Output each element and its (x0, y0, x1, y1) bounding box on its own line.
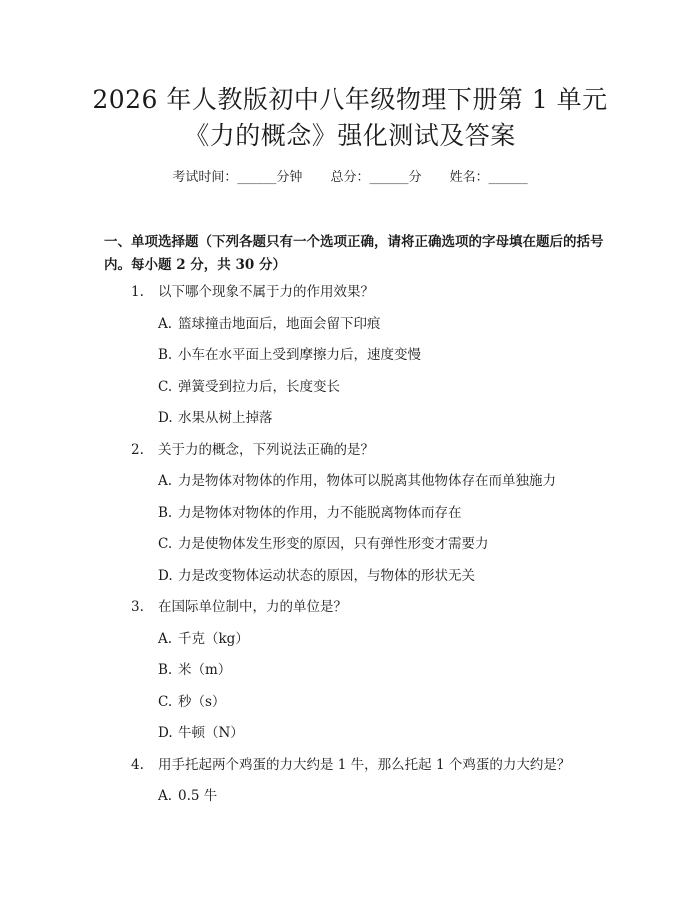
question (131, 440, 374, 460)
exam-info (0, 168, 700, 188)
option-text: 米（m） (178, 662, 232, 678)
option-text: 牛顿（N） (178, 725, 244, 741)
option-text: 千克（kg） (178, 631, 249, 647)
option (158, 692, 225, 712)
option-text: 水果从树上掉落 (178, 410, 273, 426)
option-letter: C. (158, 694, 173, 710)
exam-total-score: 总分：______分 (330, 170, 422, 185)
option (158, 377, 340, 397)
option-letter: B. (158, 505, 173, 521)
option-letter: D. (158, 568, 173, 584)
question-number: 1. (131, 284, 144, 300)
option-text: 0.5 牛 (178, 788, 218, 804)
option-letter: A. (158, 631, 173, 647)
question-number: 2. (131, 442, 144, 458)
option-letter: C. (158, 379, 173, 395)
option-letter: D. (158, 410, 173, 426)
option-letter: A. (158, 316, 173, 332)
option-letter: A. (158, 473, 173, 489)
option (158, 660, 231, 680)
question-text: 以下哪个现象不属于力的作用效果？ (158, 284, 374, 300)
option (158, 723, 244, 743)
option-text: 力是改变物体运动状态的原因，与物体的形状无关 (178, 568, 475, 584)
option (158, 471, 556, 491)
option-letter: C. (158, 536, 173, 552)
option (158, 345, 421, 365)
option (158, 629, 249, 649)
exam-time: 考试时间：______分钟 (172, 170, 303, 185)
option-text: 弹簧受到拉力后，长度变长 (178, 379, 340, 395)
question-number: 4. (131, 757, 144, 773)
option-text: 秒（s） (178, 694, 226, 710)
question (131, 282, 374, 302)
option-letter: D. (158, 725, 173, 741)
option (158, 408, 273, 428)
option (158, 786, 217, 806)
option-letter: A. (158, 788, 173, 804)
question (131, 755, 570, 775)
question-text: 关于力的概念，下列说法正确的是？ (158, 442, 374, 458)
option (158, 314, 381, 334)
question (131, 597, 347, 617)
question-text: 在国际单位制中，力的单位是？ (158, 599, 347, 615)
option-text: 力是物体对物体的作用，力不能脱离物体而存在 (178, 505, 462, 521)
question-number: 3. (131, 599, 144, 615)
document-title-line-1: 2026 年人教版初中八年级物理下册第 1 单元 (92, 85, 608, 114)
student-name: 姓名：______ (449, 170, 528, 185)
option-text: 力是物体对物体的作用，物体可以脱离其他物体存在而单独施力 (178, 473, 556, 489)
question-text: 用手托起两个鸡蛋的力大约是 1 牛，那么托起 1 个鸡蛋的力大约是？ (158, 757, 571, 773)
option (158, 503, 462, 523)
section-heading: 一、单项选择题（下列各题只有一个选项正确，请将正确选项的字母填在题后的括号内。每小题 2 分，共 30 分） (104, 234, 604, 273)
option-text: 力是使物体发生形变的原因，只有弹性形变才需要力 (178, 536, 489, 552)
option-letter: B. (158, 662, 173, 678)
option-text: 篮球撞击地面后，地面会留下印痕 (178, 316, 381, 332)
document-title-line-2: 《力的概念》强化测试及答案 (184, 121, 516, 150)
option (158, 534, 489, 554)
option (158, 566, 475, 586)
option-text: 小车在水平面上受到摩擦力后，速度变慢 (178, 347, 421, 363)
option-letter: B. (158, 347, 173, 363)
